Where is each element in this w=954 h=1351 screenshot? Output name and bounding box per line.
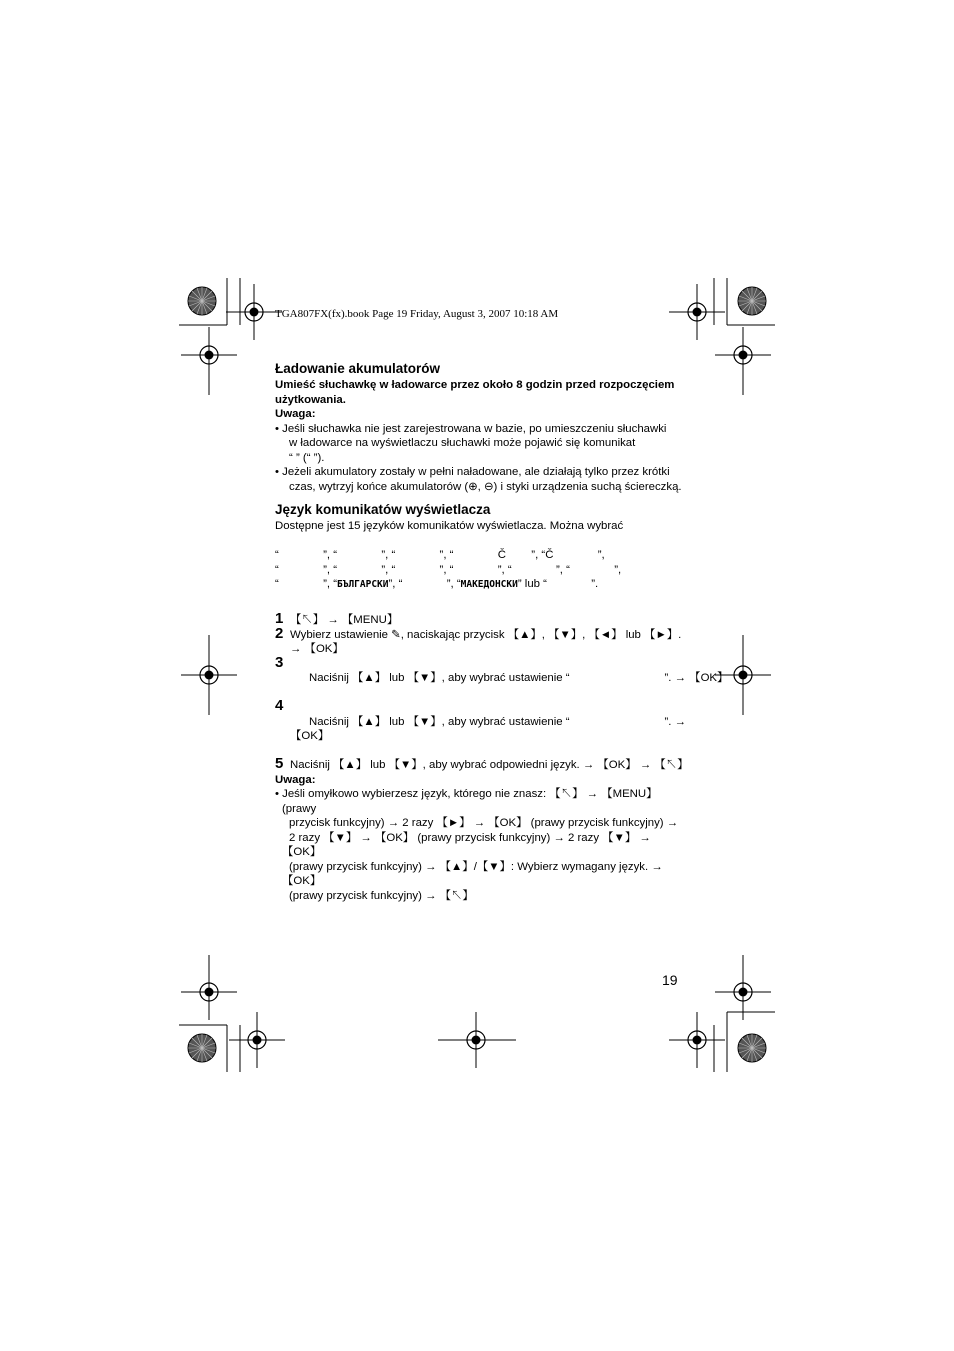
language-list-line: “ ”, “ ”, “ ”, “ ”, “ ”, “ ”, xyxy=(275,563,622,576)
note-text: 2 razy 【▼】 → 【OK】 (prawy przycisk funkcyjny) → 2 razy 【▼】 → 【OK】 xyxy=(282,831,651,858)
registration-crosshair-icon xyxy=(181,964,237,1020)
section-title-charging: Ładowanie akumulatorów xyxy=(275,361,441,376)
note-bullet-battery xyxy=(275,465,685,494)
note-label: Uwaga: xyxy=(275,408,316,420)
note-text: (prawy przycisk funkcyjny) → 【▲】/【▼】: Wybierz wymagany język. → 【OK】 xyxy=(282,860,663,887)
charging-instruction xyxy=(275,378,685,407)
step-text: 【OK】 xyxy=(290,730,330,742)
registration-crosshair-icon xyxy=(229,1012,285,1068)
steps-list xyxy=(275,610,729,773)
registration-star-icon xyxy=(188,1034,216,1062)
note-bullet-wrong-language xyxy=(275,787,685,903)
language-list-line: ” lub “ ”. xyxy=(517,578,599,590)
language-bulgarian: БЪЛГАРСКИ xyxy=(337,579,389,590)
step-number: 3 xyxy=(275,653,284,671)
step-number: 4 xyxy=(275,697,284,714)
step-number: 5 xyxy=(275,755,284,772)
note-text: • Jeśli słuchawka nie jest zarejestrowana w bazie, po umieszczeniu słuchawki xyxy=(275,422,667,435)
step-5 xyxy=(275,755,689,773)
registration-star-icon xyxy=(188,287,216,315)
note-label: Uwaga: xyxy=(275,773,316,786)
note-text: przycisk funkcyjny) → 2 razy 【►】 → 【OK】 (prawy przycisk funkcyjny) → xyxy=(289,817,679,829)
language-list-line: “ ”, “ ”, “ ”, “ Č ”, “Č ”, xyxy=(275,549,605,561)
step-text: Naciśnij 【▲】 lub 【▼】, aby wybrać ustawienie “ ”. → 【OK】 xyxy=(309,672,729,684)
step-text: Wybierz ustawienie ✎, naciskając przycisk 【▲】, 【▼】, 【◄】 lub 【►】. → 【OK】 xyxy=(290,628,682,655)
registration-star-icon xyxy=(738,287,766,315)
note-text: czas, wytrzyj końce akumulatorów (⊕, ⊖) i styki urządzenia suchą ściereczką. xyxy=(289,480,682,493)
registration-star-icon xyxy=(738,1034,766,1062)
charging-instruction-line: użytkowania. xyxy=(275,393,346,406)
section-title-language: Język komunikatów wyświetlacza xyxy=(275,502,491,517)
step-text: Naciśnij 【▲】 lub 【▼】, aby wybrać odpowiedni język. → 【OK】 → 【↖】 xyxy=(290,759,689,771)
step-number: 1 xyxy=(275,610,284,627)
language-list xyxy=(275,534,685,608)
step-text: 【↖】 → 【MENU】 xyxy=(290,614,399,626)
language-macedonian: МАКЕДОНСКИ xyxy=(460,579,518,590)
note-text: • Jeżeli akumulatory zostały w pełni naładowane, ale działają tylko przez krótki xyxy=(275,466,670,478)
registration-crosshair-icon xyxy=(669,1012,725,1068)
note-text: • Jeśli omyłkowo wybierzesz język, którego nie znasz: 【↖】 → 【MENU】 (prawy xyxy=(275,788,658,815)
registration-crosshair-icon xyxy=(669,284,725,340)
note-text: “ ” (“ ”). xyxy=(289,451,325,464)
step-3 xyxy=(275,653,729,701)
registration-crosshair-icon xyxy=(226,284,282,340)
note-text: w ładowarce na wyświetlaczu słuchawki może pojawić się komunikat xyxy=(289,437,636,449)
step-number: 2 xyxy=(275,624,284,642)
note-text: (prawy przycisk funkcyjny) → 【↖】 xyxy=(289,889,474,902)
language-list-line: ”, “ ”, “ xyxy=(388,578,461,590)
note-bullet-unregistered xyxy=(275,422,685,466)
language-intro: Dostępne jest 15 języków komunikatów wyświetlacza. Można wybrać xyxy=(275,520,624,532)
step-text: Naciśnij 【▲】 lub 【▼】, aby wybrać ustawienie “ ”. → xyxy=(309,715,687,728)
step-2 xyxy=(275,624,685,657)
step-4 xyxy=(275,697,687,758)
page-content xyxy=(275,360,729,903)
step-1 xyxy=(275,610,685,628)
page-number: 19 xyxy=(662,972,678,988)
file-header: TGA807FX(fx).book Page 19 Friday, August 3, 2007 10:18 AM xyxy=(275,308,559,320)
charging-instruction-line: Umieść słuchawkę w ładowarce przez około 8 godzin przed rozpoczęciem xyxy=(275,379,675,391)
language-list-line: “ ”, “ xyxy=(275,578,338,590)
